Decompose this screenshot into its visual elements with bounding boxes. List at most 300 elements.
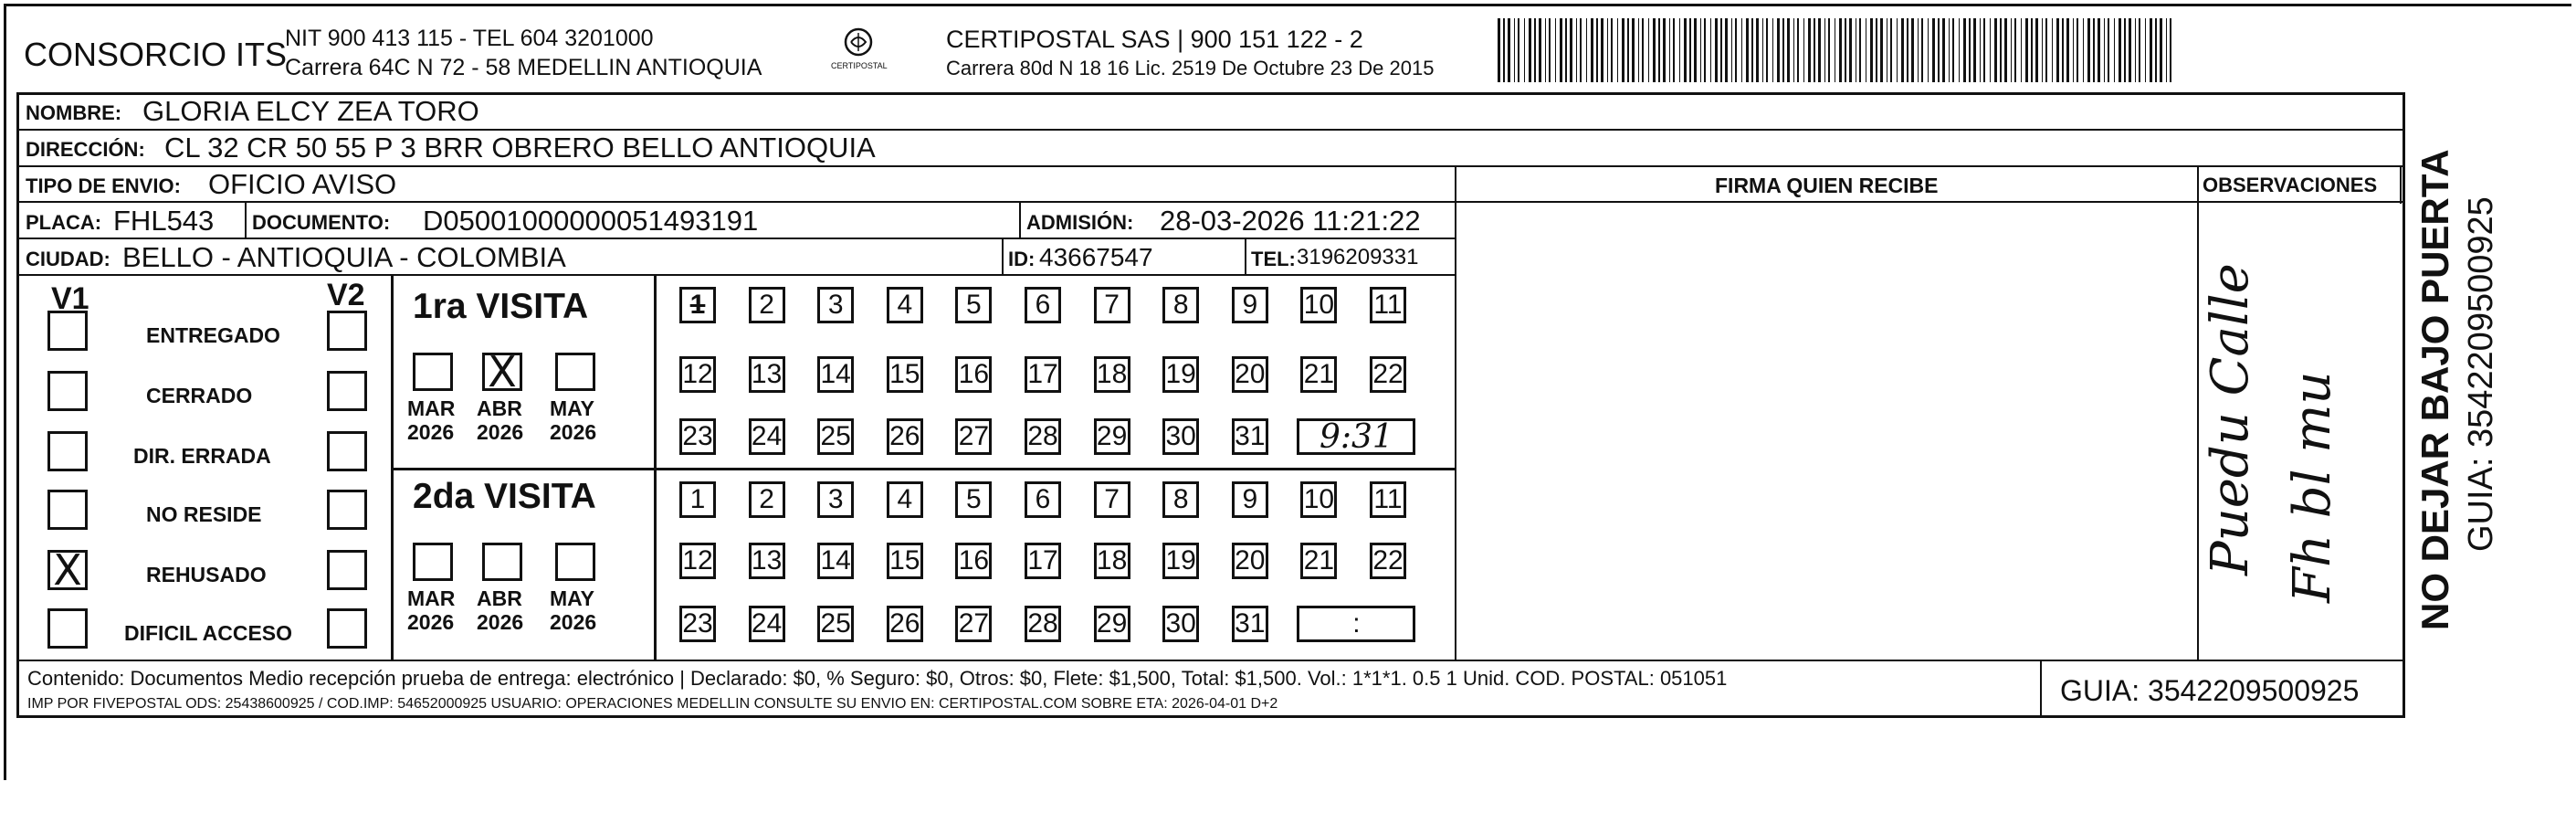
barcode-bar: [2025, 18, 2028, 82]
v2-checkbox[interactable]: [327, 431, 367, 471]
visit1-day-box[interactable]: [1025, 356, 1061, 393]
status-label: DIR. ERRADA: [133, 444, 271, 468]
visit1-day-box[interactable]: [955, 356, 992, 393]
admision-label: ADMISIÓN:: [1026, 211, 1134, 234]
visit1-day-box[interactable]: [887, 418, 923, 455]
barcode-bar: [1839, 18, 1842, 82]
barcode-bar: [1928, 18, 1929, 82]
day-number: 29: [1096, 421, 1128, 451]
visit1-month-checkbox[interactable]: [555, 353, 595, 391]
day-number: 1: [689, 290, 706, 320]
barcode-bar: [1918, 18, 1919, 82]
day-number: 28: [1027, 421, 1058, 451]
barcode-bar: [1828, 18, 1830, 82]
barcode-bar: [2011, 18, 2012, 82]
day-number: 28: [1027, 608, 1058, 639]
row-line: [16, 274, 1455, 276]
barcode-bar: [1684, 18, 1687, 82]
day-number: 15: [889, 545, 920, 575]
barcode-bar: [1694, 18, 1697, 82]
barcode-bar: [1797, 18, 1799, 82]
barcode-bar: [2062, 18, 2064, 82]
visit1-day-box[interactable]: [1370, 287, 1406, 323]
visit1-day-box[interactable]: [817, 356, 854, 393]
visit1-day-box[interactable]: [1370, 356, 1406, 393]
courier-address: Carrera 80d N 18 16 Lic. 2519 De Octubre 23 De 2015: [946, 57, 1435, 79]
barcode-bar: [2056, 18, 2059, 82]
visit1-day-box[interactable]: [1094, 287, 1130, 323]
visit2-day-box[interactable]: [1025, 606, 1061, 642]
status-label: CERRADO: [146, 384, 253, 407]
day-number: 30: [1165, 421, 1196, 451]
check-mark: X: [488, 347, 517, 396]
day-number: 10: [1303, 290, 1335, 320]
tel-label: TEL:: [1251, 248, 1296, 270]
day-number: 25: [820, 608, 851, 639]
barcode-bar: [1549, 18, 1551, 82]
barcode-bar: [1498, 18, 1500, 82]
day-number: 25: [820, 421, 851, 451]
visit2-day-box[interactable]: [1370, 481, 1406, 518]
v1-checkbox[interactable]: [47, 311, 88, 351]
barcode-bar: [1980, 18, 1981, 82]
visit2-day-box[interactable]: [955, 543, 992, 579]
v2-checkbox[interactable]: [327, 371, 367, 411]
barcode-bar: [1949, 18, 1950, 82]
obs-handwriting-2: Fh bl mu: [2283, 371, 2342, 603]
day-number: 27: [958, 421, 990, 451]
barcode-bar: [1870, 18, 1873, 82]
barcode-bar: [1845, 18, 1846, 82]
day-number: 8: [1172, 290, 1189, 320]
barcode-bar: [1503, 18, 1505, 82]
day-number: 18: [1096, 359, 1128, 389]
v1-checkbox[interactable]: [47, 490, 88, 530]
day-number: 15: [889, 359, 920, 389]
barcode-bar: [2066, 18, 2069, 82]
visit1-day-box[interactable]: [749, 356, 785, 393]
barcode-bar: [1782, 18, 1784, 82]
barcode-bar: [1539, 18, 1541, 82]
row-line: [16, 165, 2405, 167]
barcode-bar: [1653, 18, 1656, 82]
visit2-day-box[interactable]: [1370, 543, 1406, 579]
visit1-month-checkbox[interactable]: [413, 353, 453, 391]
time-value: 9:31: [1319, 417, 1393, 456]
barcode-bar: [1787, 18, 1790, 82]
visit1-year-label: 2026: [477, 420, 524, 444]
visit2-time-box[interactable]: [1297, 606, 1415, 642]
visit2-day-box[interactable]: [679, 481, 716, 518]
visit2-day-box[interactable]: [1025, 543, 1061, 579]
barcode-bar: [1907, 18, 1908, 82]
barcode-bar: [2145, 18, 2146, 82]
visit1-month-checkbox[interactable]: [482, 347, 522, 396]
barcode-bar: [2135, 18, 2136, 82]
id-label: ID:: [1008, 248, 1036, 270]
barcode-bar: [1648, 18, 1649, 82]
visit1-year-label: 2026: [407, 420, 455, 444]
barcode-bar: [1725, 18, 1728, 82]
footer-contenido: Contenido: Documentos Medio recepción prueba de entrega: electrónico | Declarado: $0, % Seguro: $0, Otros: $0, Flete: $1,500, Total: $1,500. Vol.: 1*1*1. 0.5 1 Unid. COD. POSTAL: 051051: [27, 667, 1728, 690]
day-number: 11: [1373, 290, 1403, 320]
visit2-day-box[interactable]: [1094, 481, 1130, 518]
day-number: 13: [751, 359, 783, 389]
footer-guia: GUIA: 3542209500925: [2060, 674, 2360, 707]
status-label: REHUSADO: [146, 563, 267, 586]
barcode-bar: [2114, 18, 2115, 82]
barcode-bar: [2129, 18, 2131, 82]
col-line: [245, 202, 247, 238]
barcode-bar: [1938, 18, 1940, 82]
barcode-bar: [1591, 18, 1593, 82]
v1-checkbox[interactable]: [47, 431, 88, 471]
ciudad-value: BELLO - ANTIOQUIA - COLOMBIA: [122, 241, 566, 273]
barcode-bar: [2170, 18, 2171, 82]
col-line: [654, 274, 657, 660]
documento-value: D05001000000051493191: [423, 205, 759, 237]
barcode-bar: [1983, 18, 1985, 82]
barcode-bar: [2093, 18, 2095, 82]
day-number: 31: [1235, 608, 1266, 639]
barcode-bar: [1617, 18, 1618, 82]
visit2-day-box[interactable]: [1025, 481, 1061, 518]
barcode-bar: [1669, 18, 1670, 82]
visit2-month-checkbox[interactable]: [482, 543, 522, 581]
row-line: [16, 660, 2405, 661]
visit1-day-box[interactable]: [1162, 418, 1199, 455]
barcode-bar: [1973, 18, 1976, 82]
time-value: :: [1352, 608, 1361, 639]
visit1-day-box[interactable]: [1162, 356, 1199, 393]
barcode-bar: [2014, 18, 2016, 82]
barcode-bar: [1897, 18, 1898, 82]
barcode-bar: [2139, 18, 2140, 82]
visit2-day-box[interactable]: [749, 606, 785, 642]
barcode-bar: [1959, 18, 1960, 82]
visit1-day-box[interactable]: [1094, 356, 1130, 393]
row-line: [16, 238, 1455, 239]
barcode-bar: [1735, 18, 1737, 82]
visit2-day-box[interactable]: [887, 543, 923, 579]
barcode-bar: [1632, 18, 1635, 82]
barcode-bar: [1679, 18, 1680, 82]
visit1-day-box[interactable]: [1300, 356, 1337, 393]
barcode-bar: [1658, 18, 1660, 82]
page-left-border: [4, 4, 6, 780]
visit1-month-label: MAR: [407, 396, 456, 420]
barcode-bar: [1673, 18, 1675, 82]
day-number: 4: [897, 484, 913, 514]
visit1-day-box[interactable]: [749, 418, 785, 455]
tipo-envio-value: OFICIO AVISO: [208, 168, 397, 200]
barcode-bar: [1596, 18, 1598, 82]
day-number: 5: [966, 484, 982, 514]
col-line: [391, 274, 394, 660]
visit2-day-box[interactable]: [1094, 606, 1130, 642]
visit1-day-box[interactable]: [679, 418, 716, 455]
visit2-day-box[interactable]: [1162, 481, 1199, 518]
day-number: 21: [1303, 359, 1335, 389]
visit1-day-box[interactable]: [1232, 356, 1268, 393]
day-number: 13: [751, 545, 783, 575]
day-number: 14: [820, 545, 851, 575]
visit2-day-box[interactable]: [749, 481, 785, 518]
day-number: 30: [1165, 608, 1196, 639]
barcode-bar: [2119, 18, 2121, 82]
v2-checkbox[interactable]: [327, 550, 367, 590]
status-label: DIFICIL ACCESO: [124, 621, 293, 645]
col-line: [1019, 202, 1021, 238]
visit1-month-label: MAY: [550, 396, 594, 420]
barcode-bar: [1963, 18, 1966, 82]
visit1-day-box[interactable]: [749, 287, 785, 323]
col-line: [1455, 165, 1456, 660]
visit2-month-checkbox[interactable]: [413, 543, 453, 581]
barcode-bar: [1508, 18, 1510, 82]
barcode-bar: [1514, 18, 1515, 82]
visit1-day-box[interactable]: [887, 287, 923, 323]
day-number: 23: [682, 608, 713, 639]
side-guia: GUIA: 3542209500925: [2462, 196, 2500, 552]
visit2-day-box[interactable]: [1162, 606, 1199, 642]
visit1-day-box[interactable]: [679, 287, 716, 323]
barcode-bar: [1710, 18, 1711, 82]
day-number: 2: [759, 290, 774, 320]
barcode-bar: [2000, 18, 2002, 82]
visit1-day-box[interactable]: [1162, 287, 1199, 323]
barcode-bar: [1793, 18, 1794, 82]
day-number: 19: [1165, 545, 1196, 575]
barcode-bar: [1777, 18, 1780, 82]
visit1-day-box[interactable]: [955, 418, 992, 455]
barcode-bar: [2108, 18, 2109, 82]
barcode-bar: [1565, 18, 1567, 82]
visit2-day-box[interactable]: [1232, 481, 1268, 518]
barcode-bar: [1663, 18, 1666, 82]
barcode-bar: [2087, 18, 2090, 82]
day-number: 3: [827, 484, 844, 514]
barcode-bar: [1762, 18, 1763, 82]
barcode-bar: [1720, 18, 1722, 82]
visit1-day-box[interactable]: [679, 356, 716, 393]
visit2-day-box[interactable]: [955, 481, 992, 518]
visit2-day-box[interactable]: [1162, 543, 1199, 579]
day-number: 21: [1303, 545, 1335, 575]
barcode-bar: [2098, 18, 2100, 82]
day-number: 17: [1027, 359, 1058, 389]
barcode-bar: [1994, 18, 1997, 82]
day-number: 18: [1096, 545, 1128, 575]
day-number: 9: [1242, 290, 1258, 320]
visit2-day-box[interactable]: [955, 606, 992, 642]
day-number: 2: [759, 484, 774, 514]
visit2-day-box[interactable]: [1232, 606, 1268, 642]
visit1-day-box[interactable]: [1232, 418, 1268, 455]
row-line: [1455, 201, 2405, 203]
visit2-month-label: MAR: [407, 586, 456, 610]
placa-value: FHL543: [113, 205, 215, 237]
visit1-day-box[interactable]: [955, 287, 992, 323]
visit2-year-label: 2026: [477, 610, 524, 634]
barcode-bar: [1689, 18, 1691, 82]
visit2-year-label: 2026: [550, 610, 597, 634]
obs-handwriting-1: Puedu Calle: [2201, 263, 2260, 575]
barcode-bar: [1627, 18, 1629, 82]
v2-label: V2: [327, 278, 365, 312]
barcode-bar: [2166, 18, 2167, 82]
day-number: 1: [689, 484, 706, 514]
barcode-bar: [1756, 18, 1759, 82]
nombre-value: GLORIA ELCY ZEA TORO: [142, 95, 479, 127]
day-number: 31: [1235, 421, 1266, 451]
visit2-month-label: MAY: [550, 586, 594, 610]
visit1-time-box[interactable]: [1297, 418, 1415, 455]
barcode-bar: [1741, 18, 1742, 82]
direccion-label: DIRECCIÓN:: [26, 138, 145, 161]
barcode-bar: [2052, 18, 2053, 82]
visit2-day-box[interactable]: [817, 606, 854, 642]
visit1-day-box[interactable]: [817, 287, 854, 323]
day-number: 12: [682, 545, 713, 575]
barcode-bar: [2073, 18, 2074, 82]
tel-value: 3196209331: [1297, 245, 1419, 269]
visit1-title: 1ra VISITA: [413, 287, 589, 326]
v1-checkbox[interactable]: [47, 371, 88, 411]
v1-checkbox[interactable]: [47, 545, 88, 595]
visit2-title: 2da VISITA: [413, 477, 596, 516]
day-number: 24: [751, 421, 783, 451]
v1-checkbox[interactable]: [47, 608, 88, 649]
visit2-month-label: ABR: [477, 586, 522, 610]
visit1-day-box[interactable]: [1025, 418, 1061, 455]
visit2-day-box[interactable]: [887, 481, 923, 518]
visit2-day-box[interactable]: [1300, 543, 1337, 579]
barcode-bar: [1715, 18, 1718, 82]
visit2-day-box[interactable]: [817, 543, 854, 579]
day-number: 6: [1035, 290, 1051, 320]
barcode-bar: [1545, 18, 1546, 82]
visit1-day-box[interactable]: [1232, 287, 1268, 323]
row-line: [16, 129, 2405, 131]
barcode-bar: [2124, 18, 2126, 82]
barcode-bar: [1952, 18, 1954, 82]
barcode-bar: [1638, 18, 1639, 82]
barcode-bar: [1876, 18, 1877, 82]
visit2-day-box[interactable]: [1094, 543, 1130, 579]
check-mark: X: [53, 545, 82, 595]
barcode-bar: [2031, 18, 2033, 82]
day-number: 19: [1165, 359, 1196, 389]
barcode-bar: [1700, 18, 1701, 82]
day-number: 22: [1372, 359, 1404, 389]
barcode-bar: [1990, 18, 1991, 82]
barcode-bar: [1942, 18, 1945, 82]
documento-label: DOCUMENTO:: [252, 211, 391, 234]
v2-checkbox[interactable]: [327, 608, 367, 649]
placa-label: PLACA:: [26, 211, 102, 234]
barcode-bar: [1911, 18, 1914, 82]
v1-label: V1: [51, 281, 89, 316]
visit1-day-box[interactable]: [817, 418, 854, 455]
day-number: 9: [1242, 484, 1258, 514]
visit2-day-box[interactable]: [887, 606, 923, 642]
visit2-day-box[interactable]: [1300, 481, 1337, 518]
barcode-bar: [2021, 18, 2022, 82]
company-address: Carrera 64C N 72 - 58 MEDELLIN ANTIOQUIA: [285, 55, 762, 80]
barcode-bar: [1524, 18, 1525, 82]
col-line: [1002, 238, 1004, 275]
barcode-bar: [1803, 18, 1804, 82]
barcode-bar: [1890, 18, 1892, 82]
visit1-day-box[interactable]: [1094, 418, 1130, 455]
visit2-day-box[interactable]: [817, 481, 854, 518]
courier-name: CERTIPOSTAL SAS | 900 151 122 - 2: [946, 26, 1363, 53]
barcode-bar: [1921, 18, 1923, 82]
day-number: 3: [827, 290, 844, 320]
barcode-bar: [1622, 18, 1624, 82]
visit1-day-box[interactable]: [1300, 287, 1337, 323]
tipo-envio-label: TIPO DE ENVIO:: [26, 174, 181, 197]
day-number: 7: [1104, 484, 1120, 514]
firma-header: FIRMA QUIEN RECIBE: [1715, 174, 1939, 197]
visit2-day-box[interactable]: [679, 606, 716, 642]
barcode-bar: [1932, 18, 1935, 82]
visit2-day-box[interactable]: [679, 543, 716, 579]
logo-text: CERTIPOSTAL: [831, 61, 888, 70]
barcode-bar: [1586, 18, 1587, 82]
barcode-bar: [1849, 18, 1852, 82]
visit1-day-box[interactable]: [887, 356, 923, 393]
v2-checkbox[interactable]: [327, 311, 367, 351]
direccion-value: CL 32 CR 50 55 P 3 BRR OBRERO BELLO ANTIOQUIA: [164, 132, 876, 164]
barcode-bar: [1814, 18, 1815, 82]
barcode-bar: [1580, 18, 1582, 82]
day-number: 10: [1303, 484, 1335, 514]
visit2-month-checkbox[interactable]: [555, 543, 595, 581]
side-notice: NO DEJAR BAJO PUERTA: [2413, 149, 2456, 630]
barcode-bar: [1731, 18, 1732, 82]
v2-checkbox[interactable]: [327, 490, 367, 530]
visit2-day-box[interactable]: [1232, 543, 1268, 579]
barcode-bar: [2150, 18, 2152, 82]
col-line: [1245, 238, 1246, 275]
day-number: 27: [958, 608, 990, 639]
barcode-bar: [1766, 18, 1768, 82]
company-nit: NIT 900 413 115 - TEL 604 3201000: [285, 26, 654, 51]
day-number: 22: [1372, 545, 1404, 575]
company-name: CONSORCIO ITS: [24, 36, 288, 73]
observaciones-header: OBSERVACIONES: [2203, 174, 2378, 196]
barcode-bar: [1969, 18, 1971, 82]
day-number: 11: [1373, 484, 1403, 514]
barcode-bar: [2104, 18, 2105, 82]
barcode-bar: [1751, 18, 1753, 82]
day-number: 7: [1104, 290, 1120, 320]
day-number: 17: [1027, 545, 1058, 575]
visit1-day-box[interactable]: [1025, 287, 1061, 323]
visit1-year-label: 2026: [550, 420, 597, 444]
day-number: 29: [1096, 608, 1128, 639]
barcode-bar: [2042, 18, 2043, 82]
barcode-bar: [1555, 18, 1556, 82]
day-number: 5: [966, 290, 982, 320]
barcode-bar: [1746, 18, 1749, 82]
ciudad-label: CIUDAD:: [26, 248, 110, 270]
visit2-day-box[interactable]: [749, 543, 785, 579]
day-number: 16: [958, 359, 990, 389]
barcode-bar: [1518, 18, 1519, 82]
